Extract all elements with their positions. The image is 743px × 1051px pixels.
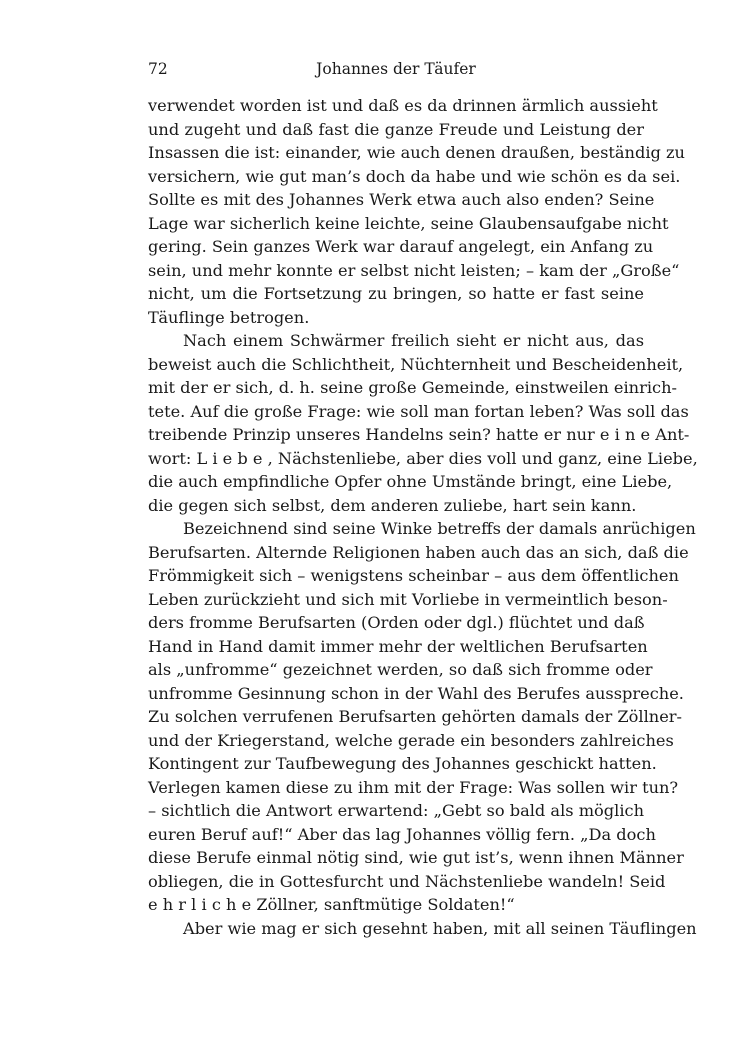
text-line: ders fromme Berufsarten (Orden oder dgl.) flüchtet und daß <box>148 613 645 632</box>
text-line: gering. Sein ganzes Werk war darauf angelegt, ein Anfang zu <box>148 237 654 256</box>
text-line: Hand in Hand damit immer mehr der weltlichen Berufsarten <box>148 636 648 656</box>
text-line: sein, und mehr konnte er selbst nicht leisten; – kam der „Große“ <box>148 260 680 280</box>
paragraph-first-line: Aber wie mag er sich gesehnt haben, mit all seinen Täuflingen <box>183 918 697 938</box>
text-line: Sollte es mit des Johannes Werk etwa auch also enden? Seine <box>148 190 655 209</box>
text-line: und zugeht und daß fast die ganze Freude und Leistung der <box>148 119 644 139</box>
text-line: Lage war sicherlich keine leichte, seine Glaubensaufgabe nicht <box>148 213 669 233</box>
running-title: Johannes der Täufer <box>316 60 476 78</box>
text-line: beweist auch die Schlichtheit, Nüchternheit und Bescheidenheit, <box>148 354 684 374</box>
text-line: die auch empfindliche Opfer ohne Umstände bringt, eine Liebe, <box>148 472 673 491</box>
text-line: Insassen die ist: einander, wie auch denen draußen, beständig zu <box>148 143 685 162</box>
text-line: euren Beruf auf!“ Aber das lag Johannes völlig fern. „Da doch <box>148 824 656 844</box>
text-line: als „unfromme“ gezeichnet werden, so daß sich fromme oder <box>148 660 653 679</box>
text-line: obliegen, die in Gottesfurcht und Nächstenliebe wandeln! Seid <box>148 871 666 891</box>
text-line: Frömmigkeit sich – wenigstens scheinbar – aus dem öffentlichen <box>148 566 679 585</box>
text-line: Zu solchen verrufenen Berufsarten gehörten damals der Zöllner- <box>148 707 682 726</box>
text-line: nicht, um die Fortsetzung zu bringen, so hatte er fast seine <box>148 284 644 303</box>
text-line: Verlegen kamen diese zu ihm mit der Frage: Was sollen wir tun? <box>148 777 679 797</box>
text-line: verwendet worden ist und daß es da drinnen ärmlich aussieht <box>148 96 658 115</box>
text-line: Berufsarten. Alternde Religionen haben auch das an sich, daß die <box>148 542 689 562</box>
text-line: die gegen sich selbst, dem anderen zuliebe, hart sein kann. <box>148 495 637 515</box>
text-line: tete. Auf die große Frage: wie soll man fortan leben? Was soll das <box>148 401 689 421</box>
running-head <box>148 60 644 84</box>
text-line: diese Berufe einmal nötig sind, wie gut ist’s, wenn ihnen Männer <box>148 848 684 867</box>
text-line: – sichtlich die Antwort erwartend: „Gebt so bald als möglich <box>148 801 645 820</box>
page-number: 72 <box>148 60 168 78</box>
paragraph-first-line: Nach einem Schwärmer freilich sieht er nicht aus, das <box>183 331 644 350</box>
text-line: treibende Prinzip unseres Handelns sein? hatte er nur e i n e Ant- <box>148 425 690 444</box>
text-line: unfromme Gesinnung schon in der Wahl des Berufes ausspreche. <box>148 683 684 703</box>
text-line: Kontingent zur Taufbewegung des Johannes geschickt hatten. <box>148 754 657 773</box>
text-line: Leben zurückzieht und sich mit Vorliebe in vermeintlich beson- <box>148 589 668 609</box>
text-line: und der Kriegerstand, welche gerade ein besonders zahlreiches <box>148 730 674 750</box>
text-line: wort: L i e b e , Nächstenliebe, aber dies voll und ganz, eine Liebe, <box>148 448 698 468</box>
text-line: mit der er sich, d. h. seine große Gemeinde, einstweilen einrich- <box>148 378 677 397</box>
paragraph-first-line: Bezeichnend sind seine Winke betreffs der damals anrüchigen <box>183 519 696 538</box>
body-text <box>148 94 698 940</box>
text-line: Täuflinge betrogen. <box>148 307 310 327</box>
text-line: versichern, wie gut man’s doch da habe und wie schön es da sei. <box>148 166 681 186</box>
text-line: e h r l i c h e Zöllner, sanftmütige Soldaten!“ <box>148 895 515 914</box>
